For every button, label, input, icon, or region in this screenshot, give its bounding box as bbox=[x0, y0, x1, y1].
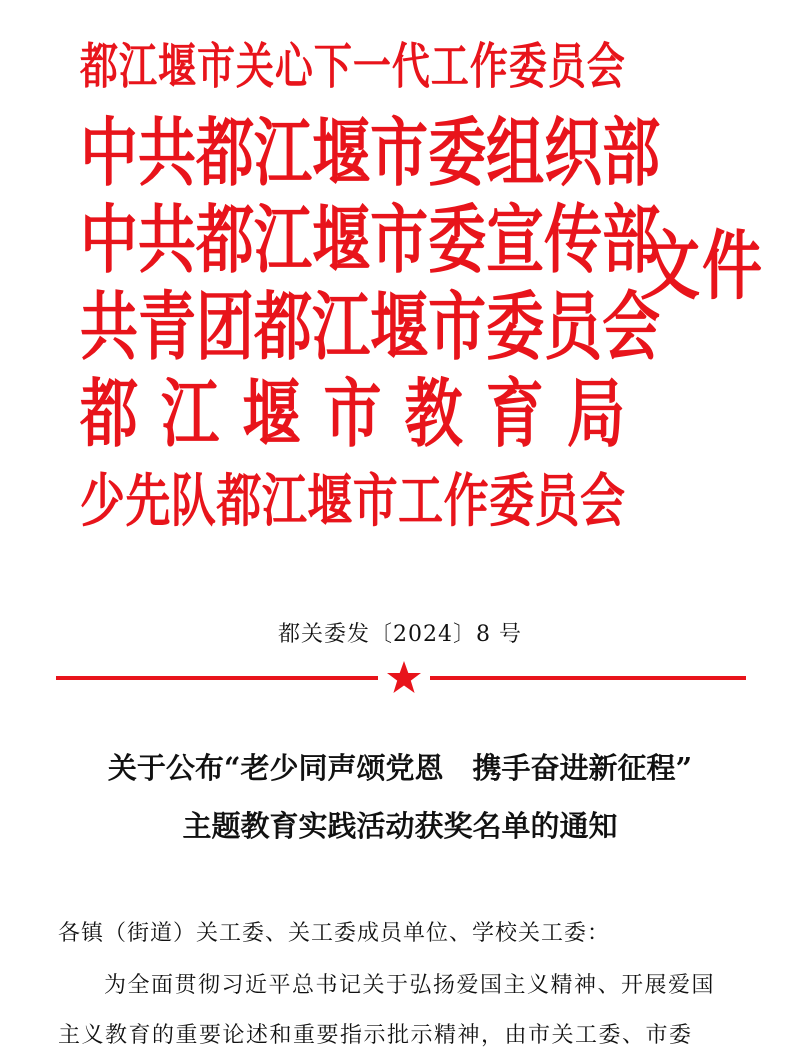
issuer-line: 少 先 队 都 江 堰 市 工 作 委 员 会 bbox=[80, 465, 625, 534]
notice-title-line-2: 主题教育实践活动获奖名单的通知 bbox=[182, 809, 618, 843]
issuer-line: 共 青 团 都 江 堰 市 委 员 会 bbox=[80, 282, 661, 371]
issuer-line: 都 江 堰 市 教 育 局 bbox=[80, 369, 625, 458]
issuer-line: 中 共 都 江 堰 市 委 宣 传 部 bbox=[80, 195, 661, 284]
salutation: 各镇（街道）关工委、关工委成员单位、学校关工委： bbox=[58, 921, 611, 946]
document-number: 都关委发〔2024〕8 号 bbox=[278, 622, 522, 647]
document-type-label: 文件 bbox=[640, 223, 764, 311]
divider-left bbox=[56, 676, 378, 680]
notice-title-line-1: 关于公布“老少同声颂党恩 携手奋进新征程” bbox=[107, 751, 693, 785]
issuer-list bbox=[80, 22, 661, 544]
issuer-line: 都 江 堰 市 关 心 下 一 代 工 作 委 员 会 bbox=[80, 36, 625, 94]
star-icon bbox=[386, 660, 422, 696]
body-paragraph-line-2: 主义教育的重要论述和重要指示批示精神，由市关工委、市委 bbox=[58, 1023, 693, 1048]
body-paragraph-line-1: 为全面贯彻习近平总书记关于弘扬爱国主义精神、开展爱国 bbox=[104, 973, 716, 998]
issuer-line: 中 共 都 江 堰 市 委 组 织 部 bbox=[80, 108, 661, 197]
divider-right bbox=[430, 676, 746, 680]
